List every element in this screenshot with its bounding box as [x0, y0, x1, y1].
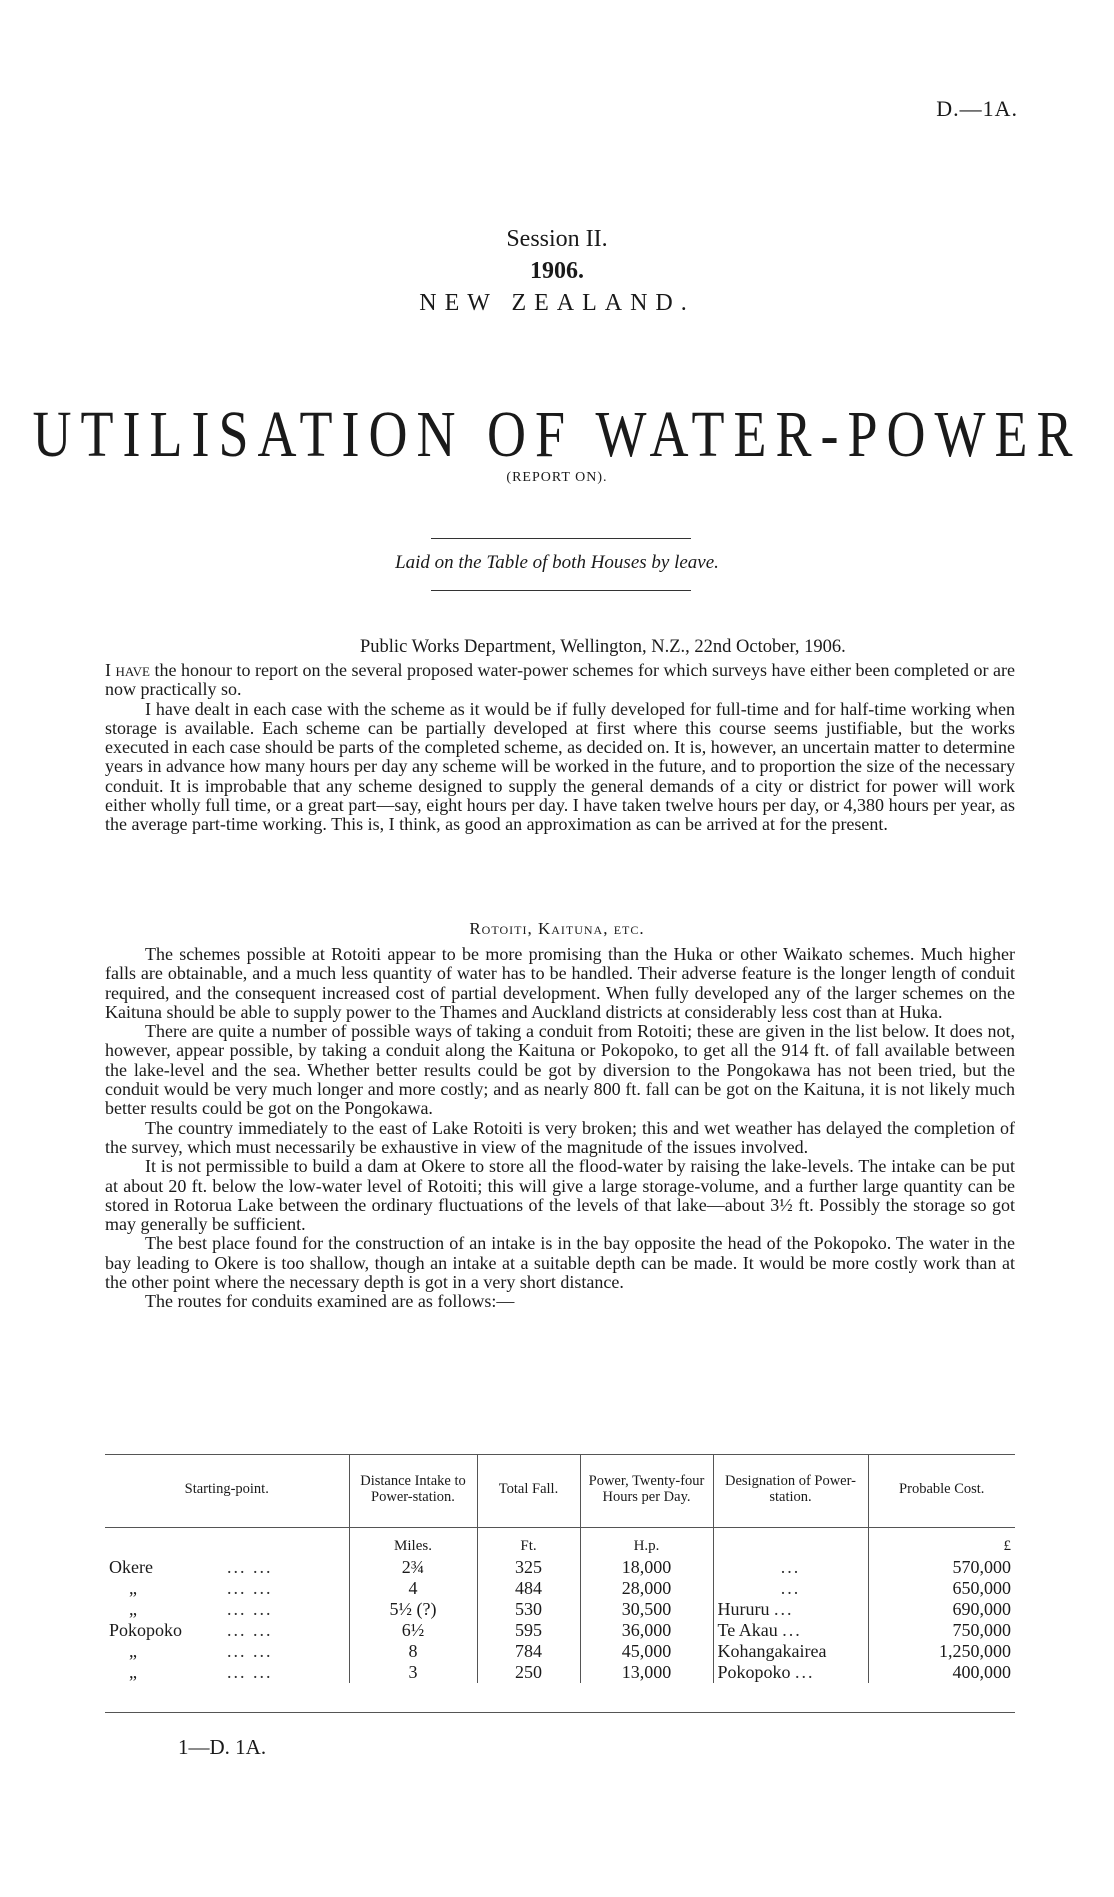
section-paragraph: It is not permissible to build a dam at Okere to store all the flood-water by raising the lake-levels. The intake can be put at about 20 ft. below the low-water level of Rotoiti; this will give a large storage-volume, and a further large quantity can be stored in Rotorua Lake between the ordinary fluctuations of the levels of that lake—about 3½ ft. Possibly the storage so got may generally be sufficient.: [105, 1156, 1015, 1235]
cell-power: 28,000: [580, 1578, 713, 1599]
report-title: UTILISATION OF WATER-POWER: [32, 397, 1082, 471]
cell-station: Hururu ...: [713, 1599, 868, 1620]
unit-horsepower: H.p.: [580, 1524, 713, 1557]
session-year: 1906.: [530, 258, 584, 284]
cell-station: Te Akau ...: [713, 1620, 868, 1641]
letter-paragraph: I have dealt in each case with the scheme as it would be if fully developed for full-time and for half-time working when storage is available. Each scheme can be partially developed at first where this course seems justifiable, but the works executed in each case should be parts of the completed scheme, as decided on. It is, however, an uncertain matter to determine years in advance how many hours per day any scheme will be worked in the future, and to proportion the size of the necessary conduit. It is improbable that any scheme designed to supply the general demands of a city or district for power will work either wholly full time, or a great part—say, eight hours per day. I have taken twelve hours per day, or 4,380 hours per year, as the average part-time working. This is, I think, as good an approximation as can be arrived at for the present.: [105, 698, 1015, 835]
column-header-designation: Designation of Power-station.: [713, 1454, 868, 1524]
cell-power: 30,500: [580, 1599, 713, 1620]
cell-power: 18,000: [580, 1557, 713, 1578]
cell-power: 45,000: [580, 1641, 713, 1662]
divider-rule: [431, 538, 691, 539]
cell-cost: 400,000: [868, 1662, 1015, 1683]
letter-paragraph: I have the honour to report on the several proposed water-power schemes for which surveys have either been completed or are now practically so.: [105, 660, 1015, 700]
section-paragraph: There are quite a number of possible ways of taking a conduit from Rotoiti; these are given in the list below. It does not, however, appear possible, by taking a conduit along the Kaituna or Pokopoko, to get all the 914 ft. of fall available between the lake-level and the sea. Whether better results could be got by diversion to the Pongokawa has not been tried, but the conduit would be very much longer and more costly; and as nearly 800 ft. fall can be got on the Kaituna, it is not likely much better results could be got on the Pongokawa.: [105, 1021, 1015, 1119]
section-heading: Rotoiti, Kaituna, etc.: [469, 919, 645, 938]
cell-cost: 1,250,000: [868, 1641, 1015, 1662]
cell-fall: 784: [477, 1641, 580, 1662]
table-row: [105, 1641, 1015, 1662]
letter-dateline: Public Works Department, Wellington, N.Z., 22nd October, 1906.: [360, 637, 846, 657]
section-paragraph: The country immediately to the east of Lake Rotoiti is very broken; this and wet weather has delayed the completion of the survey, which must necessarily be exhaustive in view of the magnitude of the issues involved.: [105, 1117, 1015, 1157]
report-subtitle: (REPORT ON).: [506, 470, 608, 485]
cell-cost: 750,000: [868, 1620, 1015, 1641]
column-header-cost: Probable Cost.: [868, 1454, 1015, 1524]
cell-station: ...: [713, 1557, 868, 1578]
cell-distance: 2¾: [349, 1557, 477, 1578]
cell-start: „ ... ...: [129, 1641, 273, 1661]
section-body: [105, 945, 1015, 1312]
cell-cost: 690,000: [868, 1599, 1015, 1620]
cell-fall: 325: [477, 1557, 580, 1578]
column-header-starting-point: Starting-point.: [184, 1481, 269, 1497]
table-row: [105, 1620, 1015, 1641]
cell-station: ...: [713, 1578, 868, 1599]
cell-start: „ ... ...: [129, 1599, 273, 1619]
cell-cost: 570,000: [868, 1557, 1015, 1578]
country-heading: NEW ZEALAND.: [419, 290, 695, 316]
cell-start: „ ... ...: [129, 1578, 273, 1598]
cell-distance: 3: [349, 1662, 477, 1683]
cell-distance: 8: [349, 1641, 477, 1662]
cell-fall: 484: [477, 1578, 580, 1599]
table-row: [105, 1557, 1015, 1578]
cell-power: 36,000: [580, 1620, 713, 1641]
cell-distance: 4: [349, 1578, 477, 1599]
laid-on-table-note: Laid on the Table of both Houses by leave.: [395, 552, 719, 573]
divider-rule: [431, 590, 691, 591]
unit-feet: Ft.: [477, 1524, 580, 1557]
column-header-power: Power, Twenty-four Hours per Day.: [580, 1454, 713, 1524]
letter-body: [105, 661, 1015, 835]
table-row: [105, 1599, 1015, 1620]
cell-distance: 5½ (?): [349, 1599, 477, 1620]
cell-station: Kohangakairea: [713, 1641, 868, 1662]
cell-start: „ ... ...: [129, 1662, 273, 1682]
cell-power: 13,000: [580, 1662, 713, 1683]
column-header-distance: Distance Intake to Power-station.: [349, 1454, 477, 1524]
section-paragraph: The routes for conduits examined are as follows:—: [145, 1291, 515, 1312]
document-reference: D.—1A.: [936, 96, 1018, 121]
cell-start: Okere ... ...: [109, 1557, 273, 1577]
conduit-routes-table: [105, 1454, 1015, 1683]
cell-distance: 6½: [349, 1620, 477, 1641]
table-header-row: [105, 1454, 1015, 1524]
session-label: Session II.: [506, 226, 608, 252]
cell-cost: 650,000: [868, 1578, 1015, 1599]
cell-fall: 250: [477, 1662, 580, 1683]
paragraph-lead: I have: [105, 660, 150, 680]
units-row: [105, 1524, 1015, 1557]
section-paragraph: The best place found for the construction of an intake is in the bay opposite the head of the Pokopoko. The water in the bay leading to Okere is too shallow, though an intake at a suitable depth can be made. It would be more costly work than at the other point where the necessary depth is got in a very short distance.: [105, 1233, 1015, 1293]
table-rule-bottom: [105, 1712, 1015, 1713]
cell-fall: 595: [477, 1620, 580, 1641]
cell-start: Pokopoko ... ...: [109, 1620, 273, 1640]
table-row: [105, 1578, 1015, 1599]
page-footer-reference: 1—D. 1A.: [178, 1735, 267, 1759]
column-header-total-fall: Total Fall.: [477, 1454, 580, 1524]
table-row: [105, 1662, 1015, 1683]
unit-miles: Miles.: [349, 1524, 477, 1557]
unit-pounds: £: [868, 1524, 1015, 1557]
cell-fall: 530: [477, 1599, 580, 1620]
section-paragraph: The schemes possible at Rotoiti appear to be more promising than the Huka or other Waikato schemes. Much higher falls are obtainable, and a much less quantity of water has to be handled. Their adverse feature is the longer length of conduit required, and the consequent increased cost of partial development. When fully developed any of the larger schemes on the Kaituna should be able to supply power to the Thames and Auckland districts at considerably less cost than at Huka.: [105, 944, 1015, 1022]
cell-station: Pokopoko ...: [713, 1662, 868, 1683]
